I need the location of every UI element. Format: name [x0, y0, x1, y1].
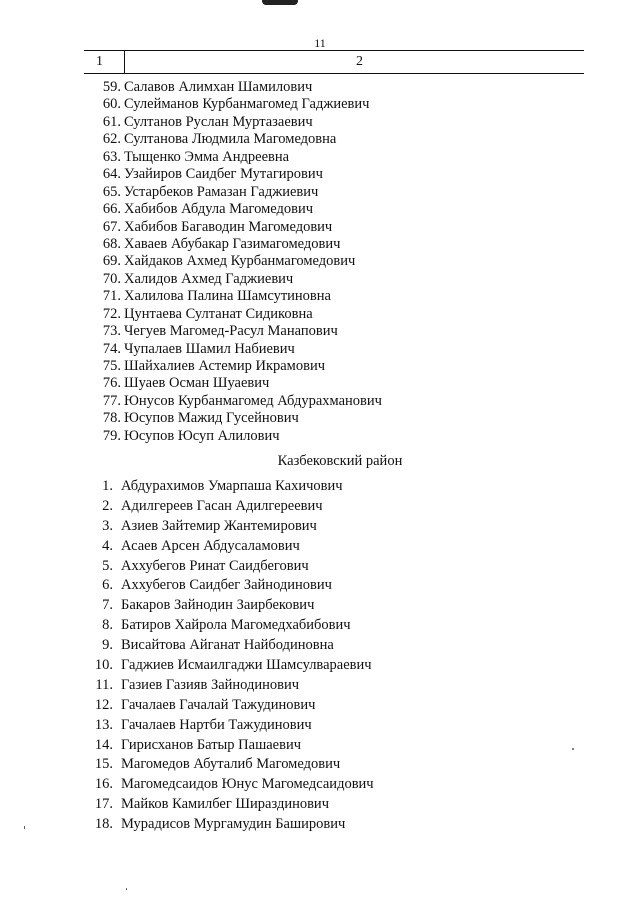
person-name: Гаджиев Исмаилгаджи Шамсулвараевич	[121, 657, 372, 674]
person-name: Аххубегов Ринат Саидбегович	[121, 557, 309, 574]
item-number: 62.	[102, 131, 121, 148]
column-divider	[124, 51, 125, 73]
item-number: 4.	[102, 537, 113, 554]
list-item	[84, 253, 382, 270]
item-number: 2.	[102, 497, 113, 514]
list-item	[84, 736, 374, 756]
item-number: 60.	[102, 96, 121, 113]
item-number: 9.	[102, 637, 113, 654]
list-item	[84, 656, 374, 676]
name-list-kazbekovsky	[84, 477, 374, 835]
person-name: Хабибов Абдула Магомедович	[124, 201, 314, 218]
page-number: 11	[314, 36, 326, 50]
list-item	[84, 596, 374, 616]
person-name: Устарбеков Рамазан Гаджиевич	[124, 183, 319, 200]
item-number: 68.	[102, 235, 121, 252]
person-name: Шуаев Осман Шуаевич	[124, 375, 270, 392]
item-number: 65.	[102, 183, 121, 200]
item-number: 12.	[94, 696, 113, 713]
person-name: Бакаров Зайнодин Заирбекович	[121, 597, 315, 614]
list-item	[84, 323, 382, 340]
scan-speck	[572, 748, 574, 750]
item-number: 67.	[102, 218, 121, 235]
item-number: 64.	[102, 166, 121, 183]
person-name: Гачалаев Нартби Тажудинович	[121, 716, 312, 733]
list-item	[84, 166, 382, 183]
scan-speck	[126, 888, 127, 890]
item-number: 7.	[102, 597, 113, 614]
item-number: 5.	[102, 557, 113, 574]
item-number: 72.	[102, 305, 121, 322]
list-item	[84, 576, 374, 596]
scan-speck	[24, 826, 25, 829]
person-name: Хабибов Багаводин Магомедович	[124, 218, 333, 235]
item-number: 14.	[94, 736, 113, 753]
person-name: Хайдаков Ахмед Курбанмагомедович	[124, 253, 356, 270]
person-name: Адилгереев Гасан Адилгереевич	[121, 497, 323, 514]
item-number: 63.	[102, 148, 121, 165]
list-item	[84, 477, 374, 497]
item-number: 6.	[102, 577, 113, 594]
list-item	[84, 201, 382, 218]
item-number: 69.	[102, 253, 121, 270]
list-item	[84, 410, 382, 427]
list-item	[84, 616, 374, 636]
person-name: Висайтова Айганат Найбодиновна	[121, 637, 334, 654]
person-name: Батиров Хайрола Магомедхабибович	[121, 617, 351, 634]
list-item	[84, 696, 374, 716]
list-item	[84, 358, 382, 375]
person-name: Сулейманов Курбанмагомед Гаджиевич	[124, 96, 370, 113]
person-name: Чупалаев Шамил Набиевич	[124, 340, 295, 357]
item-number: 79.	[102, 427, 121, 444]
person-name: Юсупов Юсуп Алилович	[124, 427, 280, 444]
list-item	[84, 775, 374, 795]
item-number: 1.	[102, 478, 113, 494]
list-item	[84, 79, 382, 96]
person-name: Юсупов Мажид Гусейнович	[124, 410, 299, 427]
person-name: Халидов Ахмед Гаджиевич	[124, 270, 294, 287]
list-item	[84, 306, 382, 323]
person-name: Узайиров Саидбег Мутагирович	[124, 166, 323, 183]
item-number: 61.	[102, 113, 121, 130]
item-number: 16.	[94, 776, 113, 793]
person-name: Асаев Арсен Абдусаламович	[121, 537, 300, 554]
person-name: Чегуев Магомед-Расул Манапович	[124, 323, 338, 340]
list-item	[84, 131, 382, 148]
list-item	[84, 375, 382, 392]
list-item	[84, 96, 382, 113]
column-2-label: 2	[356, 54, 363, 69]
list-item	[84, 236, 382, 253]
list-item	[84, 716, 374, 736]
person-name: Гачалаев Гачалай Тажудинович	[121, 696, 316, 713]
list-item	[84, 341, 382, 358]
person-name: Газиев Газияв Зайнодинович	[121, 676, 300, 693]
list-item	[84, 428, 382, 445]
item-number: 77.	[102, 392, 121, 409]
person-name: Хаваев Абубакар Газимагомедович	[124, 235, 341, 252]
item-number: 11.	[95, 676, 113, 693]
person-name: Халилова Палина Шамсутиновна	[124, 288, 331, 305]
person-name: Салавов Алимхан Шамилович	[124, 79, 313, 95]
list-item	[84, 393, 382, 410]
item-number: 13.	[94, 716, 113, 733]
list-item	[84, 815, 374, 835]
person-name: Юнусов Курбанмагомед Абдурахманович	[124, 392, 382, 409]
person-name: Гирисханов Батыр Пашаевич	[121, 736, 302, 753]
person-name: Аххубегов Саидбег Зайнодинович	[121, 577, 332, 594]
item-number: 78.	[102, 410, 121, 427]
name-list-continued	[84, 79, 382, 445]
item-number: 3.	[102, 517, 113, 534]
item-number: 15.	[94, 756, 113, 773]
list-item	[84, 557, 374, 577]
table-header	[84, 50, 584, 74]
list-item	[84, 636, 374, 656]
list-item	[84, 517, 374, 537]
item-number: 76.	[102, 375, 121, 392]
list-item	[84, 288, 382, 305]
item-number: 71.	[102, 288, 121, 305]
person-name: Мурадисов Мургамудин Баширович	[121, 816, 346, 833]
person-name: Магомедов Абуталиб Магомедович	[121, 756, 341, 773]
person-name: Султанов Руслан Муртазаевич	[124, 113, 313, 130]
item-number: 17.	[94, 796, 113, 813]
person-name: Цунтаева Султанат Сидиковна	[124, 305, 313, 322]
section-title: Казбековский район	[277, 453, 403, 469]
list-item	[84, 271, 382, 288]
person-name: Абдурахимов Умарпаша Кахичович	[121, 478, 343, 494]
person-name: Шайхалиев Астемир Икрамович	[124, 358, 326, 374]
list-item	[84, 537, 374, 557]
item-number: 18.	[94, 816, 113, 833]
list-item	[84, 497, 374, 517]
item-number: 8.	[102, 617, 113, 634]
item-number: 75.	[102, 358, 121, 374]
list-item	[84, 755, 374, 775]
person-name: Азиев Зайтемир Жантемирович	[121, 517, 317, 534]
person-name: Султанова Людмила Магомедовна	[124, 131, 337, 148]
item-number: 66.	[102, 201, 121, 218]
item-number: 73.	[102, 323, 121, 340]
scan-mark	[262, 0, 298, 5]
item-number: 74.	[102, 340, 121, 357]
item-number: 70.	[102, 270, 121, 287]
person-name: Магомедсаидов Юнус Магомедсаидович	[121, 776, 374, 793]
person-name: Тыщенко Эмма Андреевна	[124, 148, 290, 165]
item-number: 59.	[102, 79, 121, 95]
list-item	[84, 795, 374, 815]
list-item	[84, 114, 382, 131]
list-item	[84, 676, 374, 696]
person-name: Майков Камилбег Шираздинович	[121, 796, 329, 813]
list-item	[84, 184, 382, 201]
column-1-label: 1	[96, 54, 103, 69]
list-item	[84, 149, 382, 166]
item-number: 10.	[94, 657, 113, 674]
list-item	[84, 219, 382, 236]
